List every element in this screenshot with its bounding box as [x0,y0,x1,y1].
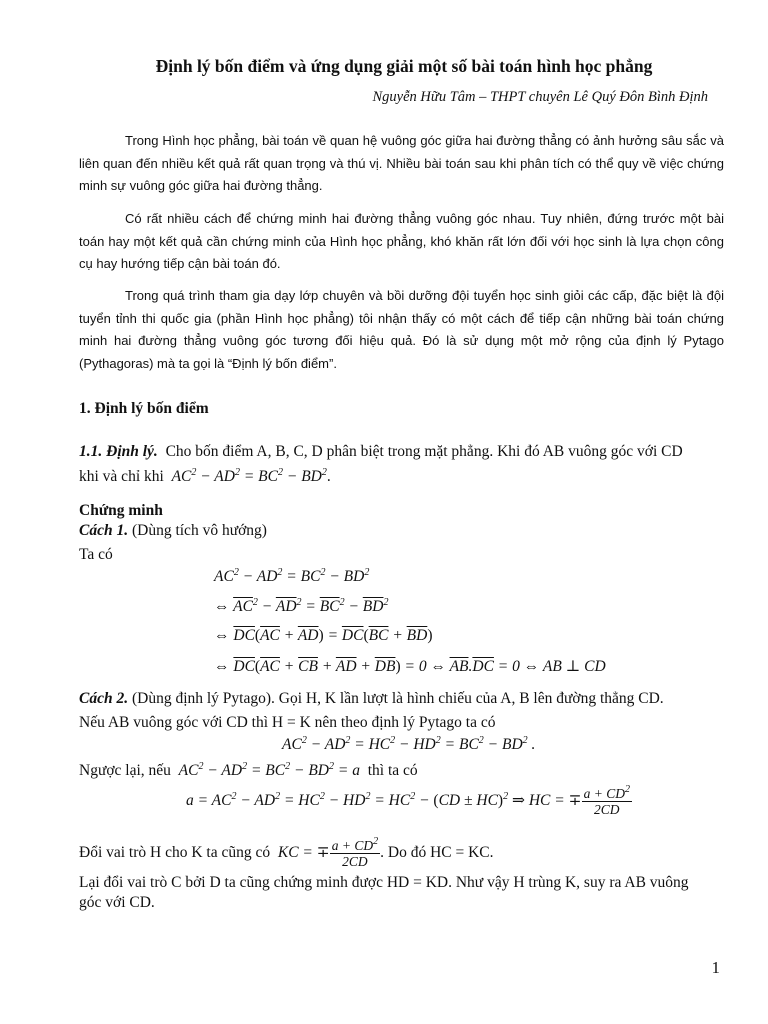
swap-line-3: góc với CD. [79,894,155,911]
method1-line: Cách 1. (Dùng tích vô hướng) [79,522,267,539]
page-number: 1 [711,958,720,977]
method2-line-1: Cách 2. (Dùng định lý Pytago). Gọi H, K lần lượt là hình chiếu của A, B lên đường thẳng CD. [79,690,664,707]
theorem-label: 1.1. Định lý. [79,443,158,460]
theorem-text: Cho bốn điểm A, B, C, D phân biệt trong mặt phẳng. Khi đó AB vuông góc với CD [165,443,683,460]
converse-line: Ngược lại, nếu $AC^2 - AD^2 = BC^2 - BD^2 = a$ thì ta có [79,761,418,779]
intro-paragraph-2: Có rất nhiều cách để chứng minh hai đường thẳng vuông góc nhau. Tuy nhiên, đứng trước một bài toán hay một kết quả cần chứng minh của Hình học phẳng, khó khăn rất lớn đối với học sinh là lựa chọn công cụ hay hướng tiếp cận bài toán đó. [79,211,724,271]
swap-line-2: Lại đổi vai trò C bởi D ta cũng chứng minh được HD = KD. Như vậy H trùng K, suy ra AB vuông [79,874,689,891]
proof-eq-3: ⇔ $\overline{DC}(\overline{AC} + \overline{AD}) = \overline{DC}(\overline{BC} + \overline{BD})$ [214,627,433,644]
proof-eq-1: $AC^2 - AD^2 = BC^2 - BD^2$ [214,567,370,585]
section-heading: 1. Định lý bốn điểm [79,400,209,417]
theorem-equation: $AC^2 - AD^2 = BC^2 - BD^2$ [171,467,327,485]
swap-line-1: Đổi vai trò H cho K ta cũng có KC = ∓ $\frac{a + CD^2}{2CD}$ . Do đó HC = KC. [79,836,494,869]
method1-intro: Ta có [79,546,113,563]
method2-line-2: Nếu AB vuông góc với CD thì H = K nên theo định lý Pytago ta có [79,714,496,731]
intro-paragraph-3: Trong quá trình tham gia dạy lớp chuyên và bồi dưỡng đội tuyển học sinh giỏi các cấp, đặc biệt là đội tuyển tỉnh thi quốc gia (phần Hình học phẳng) tôi nhận thấy có một cách để tiếp cận những bài toán chứng minh hai đường thẳng vuông góc tương đối hiệu quả. Đó là sử dụng một mở rộng của định lý Pytago (Pythagoras) mà ta gọi là “Định lý bốn điểm”. [79,288,724,371]
pythagoras-equation: $AC^2 - AD^2 = HC^2 - HD^2 = BC^2 - BD^2$ . [282,735,536,753]
converse-equation: $a = AC^2 - AD^2 = HC^2 - HD^2 = HC^2 - (CD \pm HC)^2$ ⇒ HC = ∓ $\frac{a + CD^2}{2CD}$ [186,784,630,817]
paper-title: Định lý bốn điểm và ứng dụng giải một số bài toán hình học phẳng [155,56,653,76]
proof-heading: Chứng minh [79,502,163,519]
author-line: Nguyễn Hữu Tâm – THPT chuyên Lê Quý Đôn Bình Định [372,89,708,105]
proof-eq-4: ⇔ $\overline{DC}(\overline{AC} + \overline{CB} + \overline{AD} + \overline{DB}) = 0$ ⇔ $\overline{AB}.\overline{DC} = 0$ ⇔ AB ⊥ CD [214,658,606,675]
theorem-line-1 [79,442,683,462]
theorem-line-2: khi và chỉ khi $AC^2 - AD^2 = BC^2 - BD^2$. [79,467,331,485]
intro-paragraph-1: Trong Hình học phẳng, bài toán về quan hệ vuông góc giữa hai đường thẳng có ảnh hưởng sâu sắc và liên quan đến nhiều kết quả rất quan trọng và thú vị. Nhiều bài toán sau khi phân tích có thể quy về việc chứng minh sự vuông góc giữa hai đường thẳng. [79,133,724,193]
proof-eq-2: ⇔ $\overline{AC}^2 - \overline{AD}^2 = \overline{BC}^2 - \overline{BD}^2$ [214,597,389,615]
